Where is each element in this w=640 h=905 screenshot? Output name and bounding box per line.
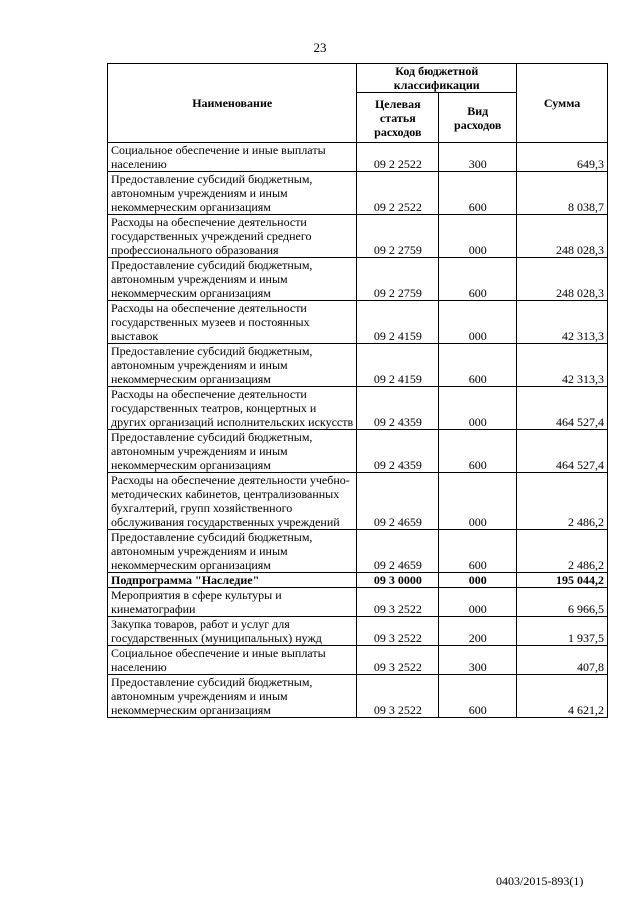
row-target-cell: 09 2 4159 [357,344,439,387]
row-target-cell: 09 2 2522 [357,172,439,215]
row-target-cell: 09 2 4359 [357,430,439,473]
table-header [108,64,608,143]
row-name-cell: Подпрограмма "Наследие" [108,573,357,588]
row-kind-cell: 600 [439,172,517,215]
header-sum: Сумма [517,64,608,143]
row-target-cell: 09 2 4359 [357,387,439,430]
table-row [108,430,608,473]
table-body [108,143,608,718]
table-row [108,675,608,718]
row-kind-cell: 000 [439,387,517,430]
row-kind-cell: 600 [439,258,517,301]
row-kind-cell: 200 [439,617,517,646]
page-number: 23 [313,40,327,55]
table-row [108,573,608,588]
row-name-cell: Расходы на обеспечение деятельности учебно-методических кабинетов, централизованных бухгалтерий, групп хозяйственного обслуживания государственных учреждений [108,473,357,530]
row-name-cell: Социальное обеспечение и иные выплаты населению [108,646,357,675]
row-target-cell: 09 3 0000 [357,573,439,588]
row-sum-cell: 649,3 [517,143,608,172]
row-target-cell: 09 2 2522 [357,143,439,172]
header-name: Наименование [108,64,357,143]
row-name-cell: Социальное обеспечение и иные выплаты населению [108,143,357,172]
row-sum-cell: 8 038,7 [517,172,608,215]
row-kind-cell: 300 [439,143,517,172]
row-name-cell: Расходы на обеспечение деятельности государственных музеев и постоянных выставок [108,301,357,344]
row-kind-cell: 000 [439,473,517,530]
row-sum-cell: 195 044,2 [517,573,608,588]
row-name-cell: Предоставление субсидий бюджетным, автономным учреждениям и иным некоммерческим организациям [108,530,357,573]
row-name-cell: Расходы на обеспечение деятельности государственных театров, концертных и других организаций исполнительских искусств [108,387,357,430]
row-kind-cell: 000 [439,573,517,588]
row-sum-cell: 407,8 [517,646,608,675]
row-sum-cell: 1 937,5 [517,617,608,646]
row-name-cell: Предоставление субсидий бюджетным, автономным учреждениям и иным некоммерческим организациям [108,172,357,215]
row-name-cell: Закупка товаров, работ и услуг для государственных (муниципальных) нужд [108,617,357,646]
row-name-cell: Предоставление субсидий бюджетным, автономным учреждениям и иным некоммерческим организациям [108,344,357,387]
row-sum-cell: 248 028,3 [517,215,608,258]
row-sum-cell: 2 486,2 [517,473,608,530]
row-target-cell: 09 2 2759 [357,215,439,258]
row-name-cell: Предоставление субсидий бюджетным, автономным учреждениям и иным некоммерческим организациям [108,675,357,718]
table-row [108,344,608,387]
table-row [108,258,608,301]
row-name-cell: Предоставление субсидий бюджетным, автономным учреждениям и иным некоммерческим организациям [108,258,357,301]
table-row [108,143,608,172]
table-row [108,473,608,530]
table-row [108,301,608,344]
row-target-cell: 09 3 2522 [357,588,439,617]
row-sum-cell: 248 028,3 [517,258,608,301]
row-sum-cell: 464 527,4 [517,387,608,430]
row-kind-cell: 600 [439,675,517,718]
table-row [108,588,608,617]
header-kind: Вид расходов [439,93,517,143]
row-name-cell: Расходы на обеспечение деятельности государственных учреждений среднего профессионального образования [108,215,357,258]
row-name-cell: Предоставление субсидий бюджетным, автономным учреждениям и иным некоммерческим организациям [108,430,357,473]
row-sum-cell: 42 313,3 [517,301,608,344]
budget-table [107,63,608,718]
row-kind-cell: 300 [439,646,517,675]
row-kind-cell: 000 [439,215,517,258]
row-sum-cell: 2 486,2 [517,530,608,573]
row-kind-cell: 000 [439,301,517,344]
row-target-cell: 09 2 2759 [357,258,439,301]
row-kind-cell: 600 [439,430,517,473]
row-target-cell: 09 3 2522 [357,617,439,646]
header-code-group: Код бюджетной классификации [357,64,517,93]
row-sum-cell: 464 527,4 [517,430,608,473]
table-row [108,530,608,573]
row-target-cell: 09 2 4659 [357,530,439,573]
document-code: 0403/2015-893(1) [496,874,584,888]
table-row [108,215,608,258]
row-sum-cell: 4 621,2 [517,675,608,718]
table-row [108,617,608,646]
row-target-cell: 09 2 4659 [357,473,439,530]
table-row [108,172,608,215]
header-target: Целевая статья расходов [357,93,439,143]
table-row [108,387,608,430]
row-kind-cell: 600 [439,344,517,387]
table-row [108,646,608,675]
row-sum-cell: 42 313,3 [517,344,608,387]
row-kind-cell: 000 [439,588,517,617]
row-name-cell: Мероприятия в сфере культуры и кинематографии [108,588,357,617]
row-kind-cell: 600 [439,530,517,573]
row-target-cell: 09 3 2522 [357,646,439,675]
row-target-cell: 09 2 4159 [357,301,439,344]
row-target-cell: 09 3 2522 [357,675,439,718]
row-sum-cell: 6 966,5 [517,588,608,617]
